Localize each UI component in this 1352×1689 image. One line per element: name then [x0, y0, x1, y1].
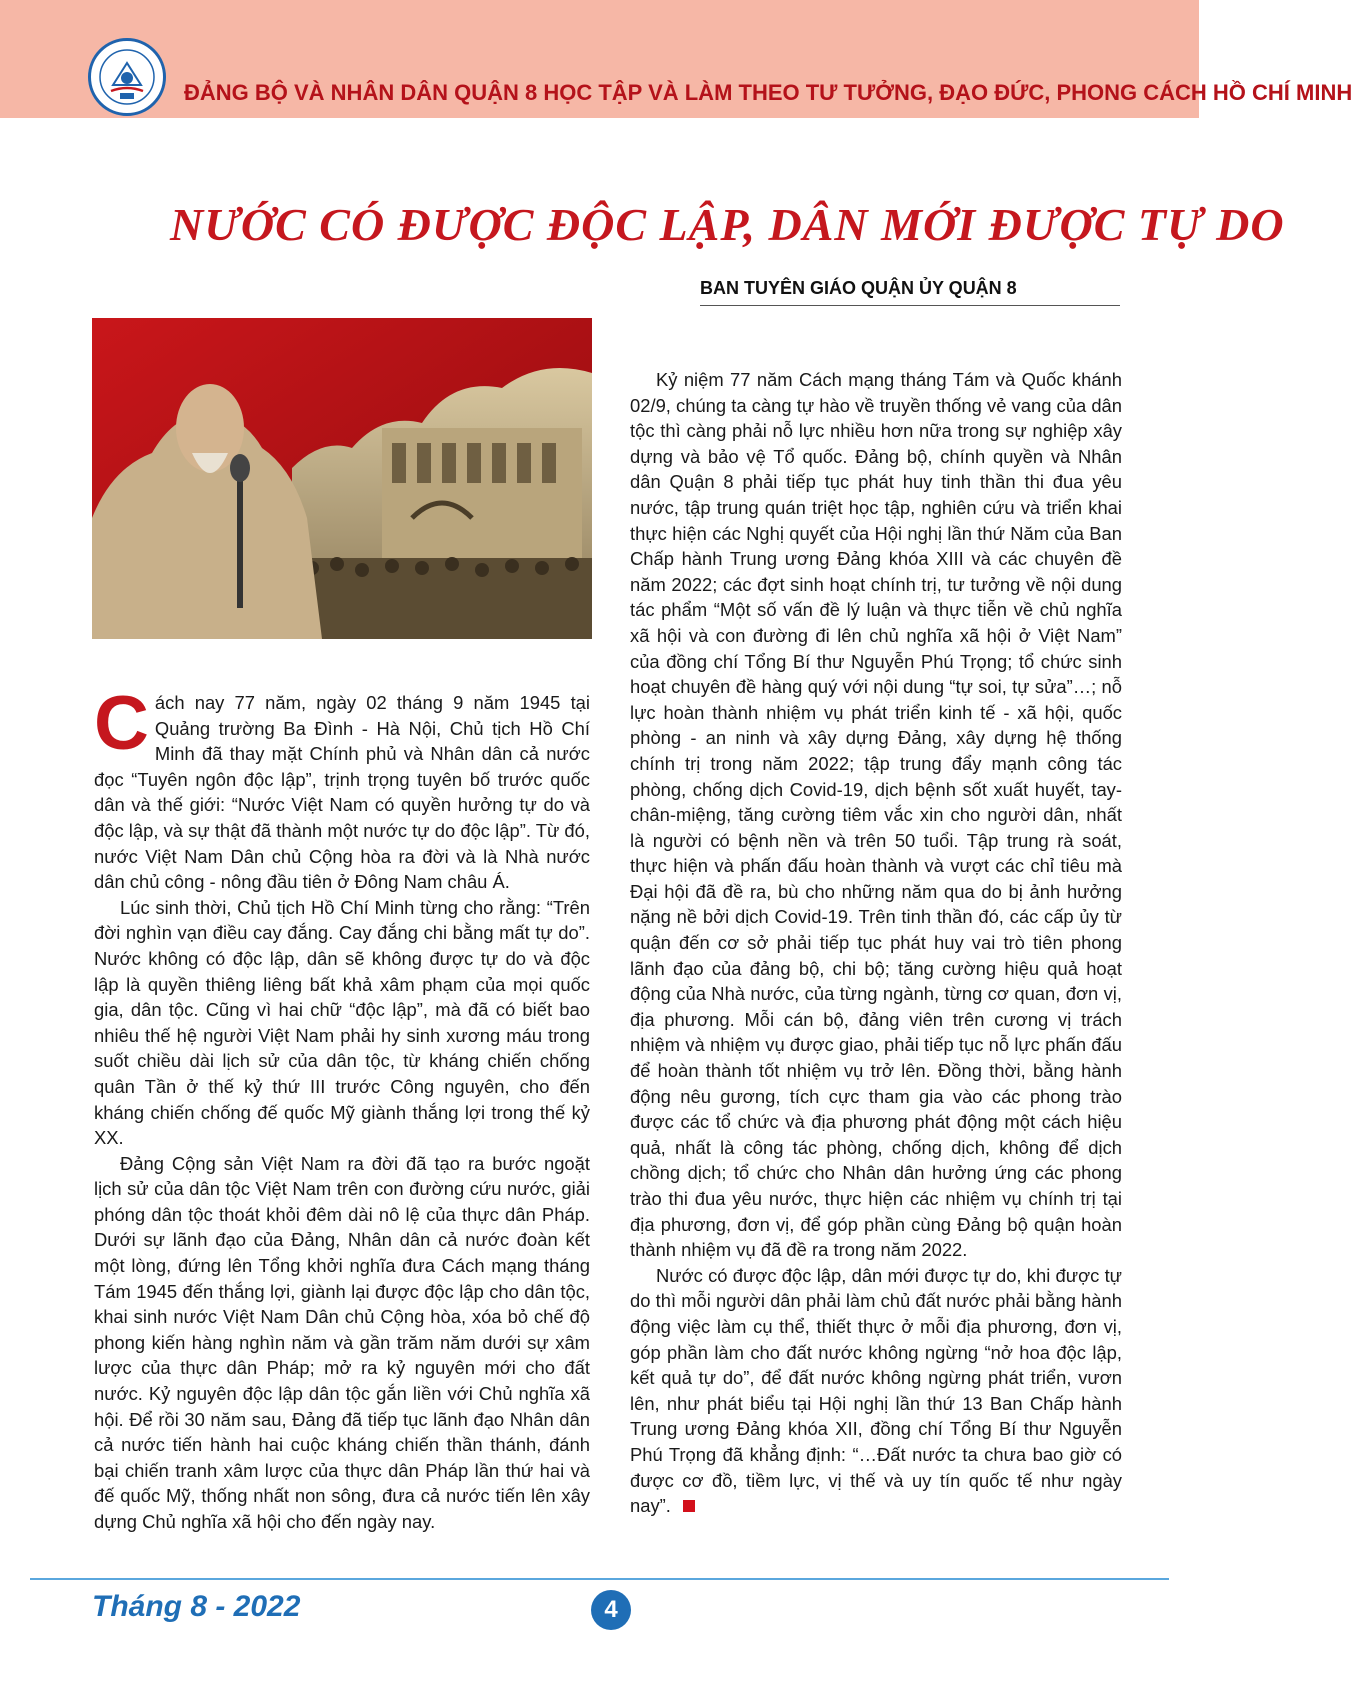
article-paragraph — [94, 681, 590, 895]
page-number: 4 — [591, 1590, 631, 1630]
paragraph-text: Nước có được độc lập, dân mới được tự do, khi được tự do thì mỗi người dân phải làm chủ đất nước phải bằng hành động việc làm cụ thể, thiết thực ở mỗi địa phương, đơn vị, góp phần làm cho đất nước không ngừng “nở hoa độc lập, kết quả tự do”, để đất nước không ngừng phát triển, vươn lên, như phát biểu tại Hội nghị lần thứ 13 Ban Chấp hành Trung ương Đảng khóa XII, đồng chí Tổng Bí thư Nguyễn Phú Trọng đã khẳng định: “…Đất nước ta chưa bao giờ có được cơ đồ, tiềm lực, vị thế và uy tín quốc tế như ngày nay”. — [630, 1264, 1122, 1517]
header-band — [0, 0, 1352, 118]
article-right-column — [630, 367, 1122, 1519]
article-byline: BAN TUYÊN GIÁO QUẬN ỦY QUẬN 8 — [700, 278, 1120, 306]
article-title: NƯỚC CÓ ĐƯỢC ĐỘC LẬP, DÂN MỚI ĐƯỢC TỰ DO — [170, 199, 1285, 250]
article-left-column — [94, 681, 590, 1535]
header-title: ĐẢNG BỘ VÀ NHÂN DÂN QUẬN 8 HỌC TẬP VÀ LÀM THEO TƯ TƯỞNG, ĐẠO ĐỨC, PHONG CÁCH HỒ CHÍ MINH — [184, 80, 1352, 105]
dropcap: C — [94, 681, 149, 766]
city-emblem-icon — [88, 38, 166, 116]
article-paragraph: Lúc sinh thời, Chủ tịch Hồ Chí Minh từng cho rằng: “Trên đời nghìn vạn điều cay đắng. Cay đắng chi bằng mất tự do”. Nước không có độc lập, dân sẽ không được tự do và độc lập là quyền thiêng liêng bất khả xâm phạm của mọi quốc gia, dân tộc. Cũng vì hai chữ “độc lập”, mà đã có biết bao nhiêu thế hệ người Việt Nam phải hy sinh xương máu trong suốt chiều dài lịch sử của dân tộc, từ kháng chiến chống quân Tần ở thế kỷ thứ III trước Công nguyên, cho đến kháng chiến chống đế quốc Mỹ giành thắng lợi trong thế kỷ XX. — [94, 896, 590, 1149]
paragraph-text: ách nay 77 năm, ngày 02 tháng 9 năm 1945 tại Quảng trường Ba Đình - Hà Nội, Chủ tịch Hồ Chí Minh đã thay mặt Chính phủ và Nhân dân cả nước đọc “Tuyên ngôn độc lập”, trịnh trọng tuyên bố trước quốc dân và thế giới: “Nước Việt Nam có quyền hưởng tự do và độc lập, và sự thật đã thành một nước tự do độc lập”. Từ đó, nước Việt Nam Dân chủ Cộng hòa ra đời và là Nhà nước dân chủ công - nông đầu tiên ở Đông Nam châu Á. — [94, 692, 590, 893]
end-square-icon — [683, 1500, 695, 1512]
article-paragraph — [630, 1263, 1122, 1519]
footer-divider — [30, 1578, 1169, 1580]
article-paragraph: Kỷ niệm 77 năm Cách mạng tháng Tám và Quốc khánh 02/9, chúng ta càng tự hào về truyền thống vẻ vang của dân tộc thì càng phải nỗ lực nhiều hơn nữa trong sự nghiệp xây dựng và bảo vệ Tổ quốc. Đảng bộ, chính quyền và Nhân dân Quận 8 phải tiếp tục phát huy tinh thần thi đua yêu nước, tập trung quán triệt học tập, nghiên cứu và triển khai thực hiện các Nghị quyết của Hội nghị lần thứ Năm của Ban Chấp hành Trung ương Đảng khóa XIII và các chuyên đề năm 2022; các đợt sinh hoạt chính trị, tư tưởng về nội dung tác phẩm “Một số vấn đề lý luận và thực tiễn về chủ nghĩa xã hội và con đường đi lên chủ nghĩa xã hội ở Việt Nam” của đồng chí Tổng Bí thư Nguyễn Phú Trọng; tổ chức sinh hoạt chuyên đề hàng quý với nội dung “tự soi, tự sửa”…; nỗ lực hoàn thành nhiệm vụ phát triển kinh tế - xã hội, quốc phòng - an ninh và xây dựng Đảng, xây dựng hệ thống chính trị trong năm 2022; tập trung đẩy mạnh công tác phòng, chống dịch Covid-19, dịch bệnh sốt xuất huyết, tay-chân-miệng, tăng cường tiêm vắc xin cho người dân, nhất là người có bệnh nền và trên 50 tuổi. Tập trung rà soát, thực hiện và phấn đấu hoàn thành và vượt các chỉ tiêu mà Đại hội đã đề ra, bù cho những năm qua do bị ảnh hưởng nặng nề bởi dịch Covid-19. Trên tinh thần đó, các cấp ủy từ quận đến cơ sở phải tiếp tục phát huy vai trò tiên phong lãnh đạo của đảng bộ, chi bộ; tăng cường hiệu quả hoạt động của Nhà nước, của từng ngành, từng cơ quan, đơn vị, địa phương. Mỗi cán bộ, đảng viên trên cương vị trách nhiệm và nhiệm vụ được giao, phải tiếp tục nỗ lực phấn đấu để hoàn thành tốt nhiệm vụ trở lên. Đồng thời, bằng hành động nêu gương, tích cực tham gia vào các phong trào được các tổ chức và địa phương phát động một cách hiệu quả, nhất là công tác phòng, chống dịch, không để dịch chồng dịch; tổ chức cho Nhân dân hưởng ứng các phong trào thi đua yêu nước, thực hiện các nhiệm vụ chính trị tại địa phương, đơn vị, để góp phần cùng Đảng bộ quận hoàn thành nhiệm vụ đã đề ra trong năm 2022. — [630, 369, 1122, 1261]
article-paragraph: Đảng Cộng sản Việt Nam ra đời đã tạo ra bước ngoặt lịch sử của dân tộc Việt Nam trên con đường cứu nước, giải phóng dân tộc thoát khỏi đêm dài nô lệ của thực dân Pháp. Dưới sự lãnh đạo của Đảng, Nhân dân cả nước đoàn kết một lòng, đứng lên Tổng khởi nghĩa đưa Cách mạng tháng Tám 1945 đến thắng lợi, giành lại được độc lập cho dân tộc, khai sinh nước Việt Nam Dân chủ Cộng hòa, xóa bỏ chế độ phong kiến hàng nghìn năm và gần trăm năm dưới sự xâm lược của thực dân Pháp; mở ra kỷ nguyên mới cho đất nước. Kỷ nguyên độc lập dân tộc gắn liền với Chủ nghĩa xã hội. Để rồi 30 năm sau, Đảng đã tiếp tục lãnh đạo Nhân dân cả nước tiến hành hai cuộc kháng chiến thần thánh, đánh bại chiến tranh xâm lược của thực dân Pháp lần thứ hai và đế quốc Mỹ, thống nhất non sông, đưa cả nước tiến lên xây dựng Chủ nghĩa xã hội cho đến ngày nay. — [94, 1152, 590, 1532]
footer-date: Tháng 8 - 2022 — [92, 1590, 301, 1623]
historical-photo-icon — [92, 318, 592, 639]
